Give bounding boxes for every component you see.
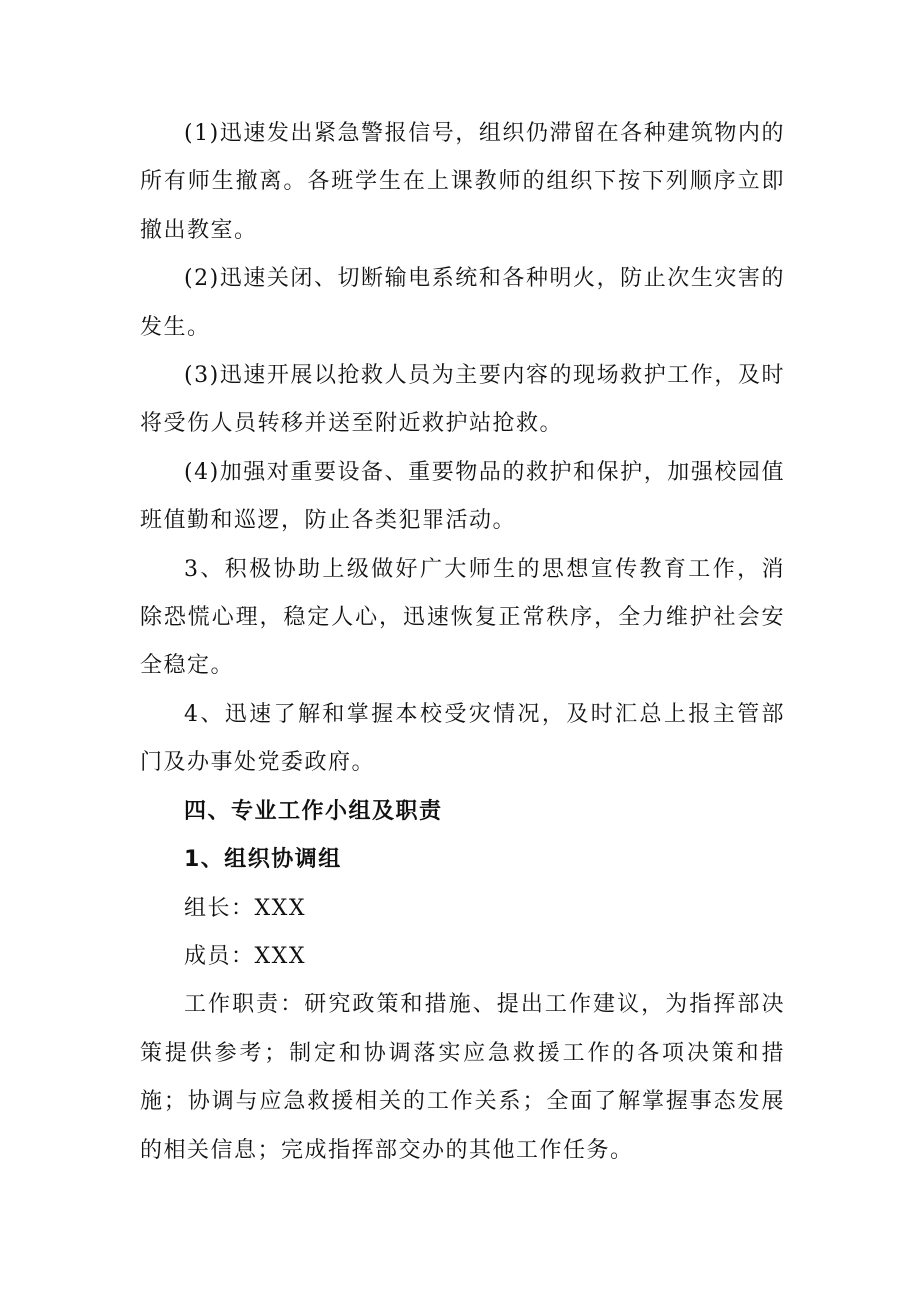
subsection-heading: 1、组织协调组 (184, 847, 342, 873)
document-body (140, 110, 785, 1175)
group-duties: 工作职责：研究政策和措施、提出工作建议，为指挥部决策提供参考；制定和协调落实应急救援工作的各项决策和措施；协调与应急救援相关的工作关系；全面了解掌握事态发展的相关信息；完成指挥部交办的其他工作任务。 (140, 992, 785, 1163)
paragraph-item-3: 3、积极协助上级做好广大师生的思想宣传教育工作，消除恐慌心理，稳定人心，迅速恢复正常秩序，全力维护社会安全稳定。 (140, 556, 785, 679)
paragraph-step-2: (2)迅速关闭、切断输电系统和各种明火，防止次生灾害的发生。 (140, 266, 785, 340)
section-heading: 四、专业工作小组及职责 (184, 798, 443, 824)
paragraph-step-4: (4)加强对重要设备、重要物品的救护和保护，加强校园值班值勤和巡逻，防止各类犯罪活动。 (140, 459, 785, 534)
group-leader: 组长：XXX (184, 895, 306, 921)
paragraph-item-4: 4、迅速了解和掌握本校受灾情况，及时汇总上报主管部门及办事处党委政府。 (140, 701, 785, 776)
paragraph-step-3: (3)迅速开展以抢救人员为主要内容的现场救护工作，及时将受伤人员转移并送至附近救护站抢救。 (140, 363, 785, 437)
group-members: 成员：XXX (184, 943, 306, 969)
paragraph-step-1: (1)迅速发出紧急警报信号，组织仍滞留在各种建筑物内的所有师生撤离。各班学生在上课教师的组织下按下列顺序立即撤出教室。 (140, 121, 785, 243)
